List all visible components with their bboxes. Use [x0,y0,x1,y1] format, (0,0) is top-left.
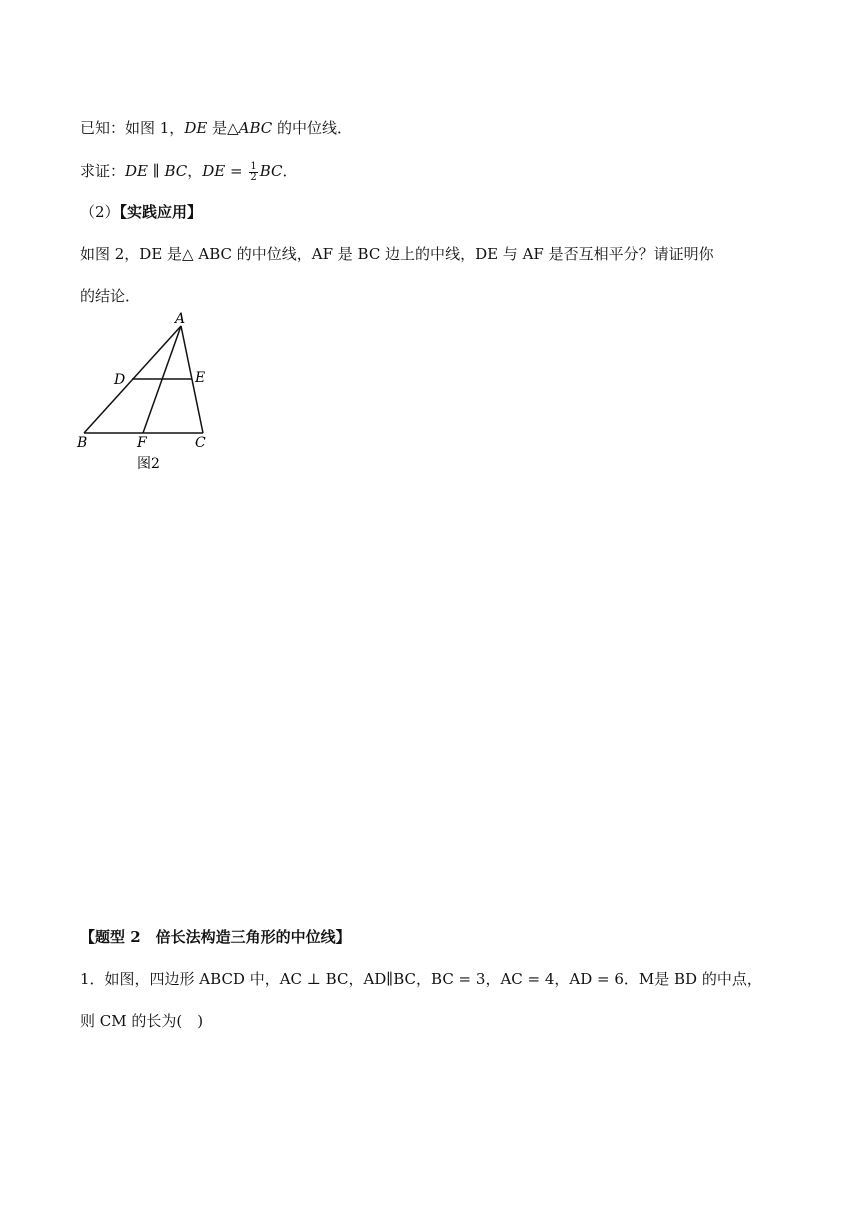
figure-caption: 图2 [137,456,160,472]
problem1-line2: 则 CM 的长为( ) [80,1012,204,1030]
math-de-2: DE [202,162,226,180]
fraction-denominator: 2 [250,171,257,183]
point-f-label: F [137,435,147,451]
question2-line2: 的结论． [80,287,141,305]
type2-heading: 【题型 2 倍长法构造三角形的中位线】 [80,928,351,946]
question2-line1: 如图 2，DE 是△ ABC 的中位线，AF 是 BC 边上的中线，DE 与 AF 是否互相平分？请证明你 [80,245,714,263]
math-bc: BC [259,162,283,180]
fraction-numerator: 1 [250,160,257,172]
math-abc: ABC [238,119,273,137]
triangle-symbol: △ [227,119,239,137]
prove-end: ． [282,162,298,180]
known-mid: 是 [207,119,228,137]
equals-sign: = [225,162,248,180]
point-a-label: A [175,311,186,327]
part2-title: 【实践应用】 [119,203,203,221]
known-suffix: 的中位线． [272,119,353,137]
known-prefix: 已知：如图 1， [80,119,185,137]
point-d-label: D [114,372,126,388]
prove-prefix: 求证： [80,162,126,180]
part2-label: （2） [80,203,120,221]
problem1-line1: 1．如图，四边形 ABCD 中，AC ⊥ BC，AD∥BC，BC = 3，AC = 4，AD = 6．M是 BD 的中点， [80,970,762,988]
prove-separator: ， [187,162,203,180]
point-e-label: E [195,370,206,386]
point-b-label: B [77,435,88,451]
point-c-label: C [195,435,206,451]
math-de: DE [184,119,208,137]
math-parallel: DE ∥ BC [125,162,188,180]
